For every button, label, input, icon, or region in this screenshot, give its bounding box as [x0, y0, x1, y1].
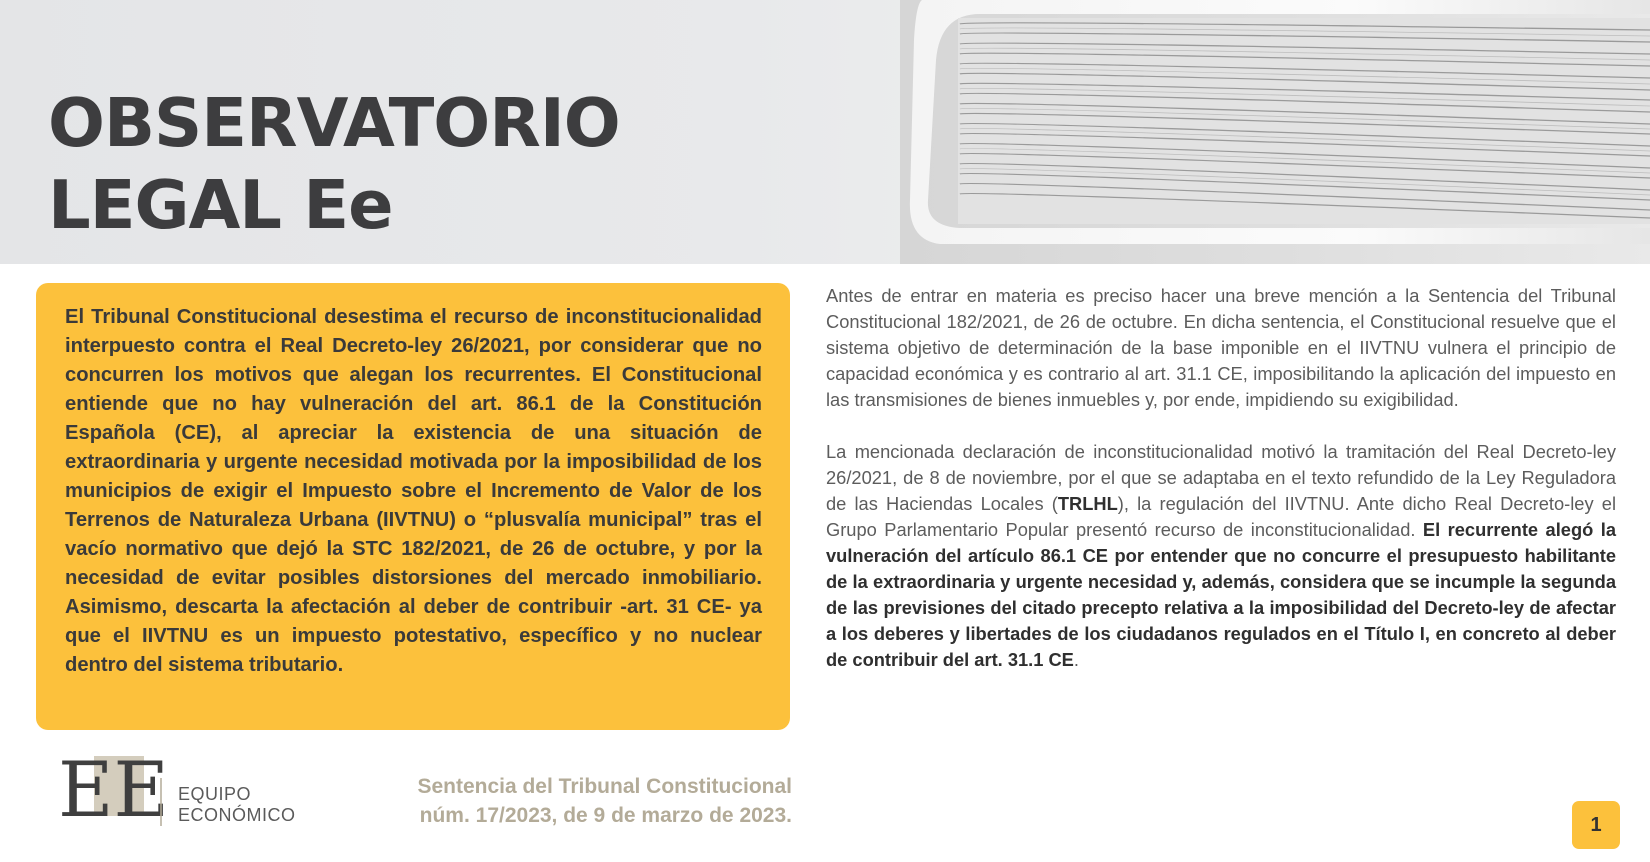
page-number-badge: 1 — [1572, 801, 1620, 849]
summary-text: El Tribunal Constitucional desestima el recurso de inconstitucionalidad interpuesto contra el Real Decreto-ley 26/2021, por considerar que no concurren los motivos que alegan los recurrentes. El Constitucional entiende que no hay vulneración del art. 86.1 de la Constitución Española (CE), al apreciar la existencia de una situación de extraordinaria y urgente necesidad motivada por la imposibilidad de los municipios de exigir el Impuesto sobre el Incremento de Valor de los Terrenos de Naturaleza Urbana (IIVTNU) o “plusvalía municipal” tras el vacío normativo que dejó la STC 182/2021, de 26 de octubre, y por la necesidad de evitar posibles distorsiones del mercado inmobiliario. Asimismo, descarta la afectación al deber de contribuir -art. 31 CE- ya que el IIVTNU es un impuesto potestativo, específico y no nuclear dentro del sistema tributario. — [65, 306, 762, 676]
paragraph-2-text-continued: ), la regulación del IIVTNU. Ante dicho Real Decreto-ley el Grupo Parlamentario Popular presentó recurso de inconstitucionalidad. — [826, 493, 1617, 540]
logo-text — [178, 784, 296, 826]
paragraph-2-text: La mencionada declaración de inconstitucionalidad motivó la tramitación del Real Decreto-ley 26/2021, de 8 de noviembre, por el que se adaptaba en el texto refundido de la Ley Reguladora de las Haciendas Locales ( — [826, 441, 1616, 514]
main-body — [826, 283, 1616, 673]
summary-box — [36, 283, 790, 730]
logo-letters: EE — [58, 750, 169, 834]
logo-text-line-2: ECONÓMICO — [178, 805, 296, 825]
body-paragraph-2 — [826, 439, 1616, 673]
trlhl-acronym: TRLHL — [1057, 493, 1118, 514]
page-title — [48, 82, 620, 246]
header-banner — [0, 0, 1650, 264]
book-pages-image — [900, 0, 1650, 264]
caption-line-2: núm. 17/2023, de 9 de marzo de 2023. — [419, 804, 792, 827]
paragraph-2-bold-text: El recurrente alegó la vulneración del artículo 86.1 CE por entender que no concurre el presupuesto habilitante de la extraordinaria y urgente necesidad y, además, considera que se incumple la segunda de las previsiones del citado precepto relativa a la imposibilidad del Decreto-ley de afectar a los deberes y libertades de los ciudadanos regulados en el Título I, en concreto al deber de contribuir del art. 31.1 CE — [826, 519, 1616, 670]
judgment-caption — [330, 772, 792, 830]
title-line-1: OBSERVATORIO — [48, 84, 620, 162]
title-line-2: LEGAL Ee — [48, 166, 393, 244]
paragraph-2-end: . — [1073, 649, 1079, 670]
caption-line-1: Sentencia del Tribunal Constitucional — [417, 775, 792, 798]
body-paragraph-1: Antes de entrar en materia es preciso hacer una breve mención a la Sentencia del Tribunal Constitucional 182/2021, de 26 de octubre. En dicha sentencia, el Constitucional resuelve que el sistema objetivo de determinación de la base imponible en el IIVTNU vulnera el principio de capacidad económica y es contrario al art. 31.1 CE, imposibilitando la aplicación del impuesto en las transmisiones de bienes inmuebles y, por ende, impidiendo su exigibilidad. — [826, 285, 1616, 410]
logo-text-line-1: EQUIPO — [178, 784, 252, 804]
